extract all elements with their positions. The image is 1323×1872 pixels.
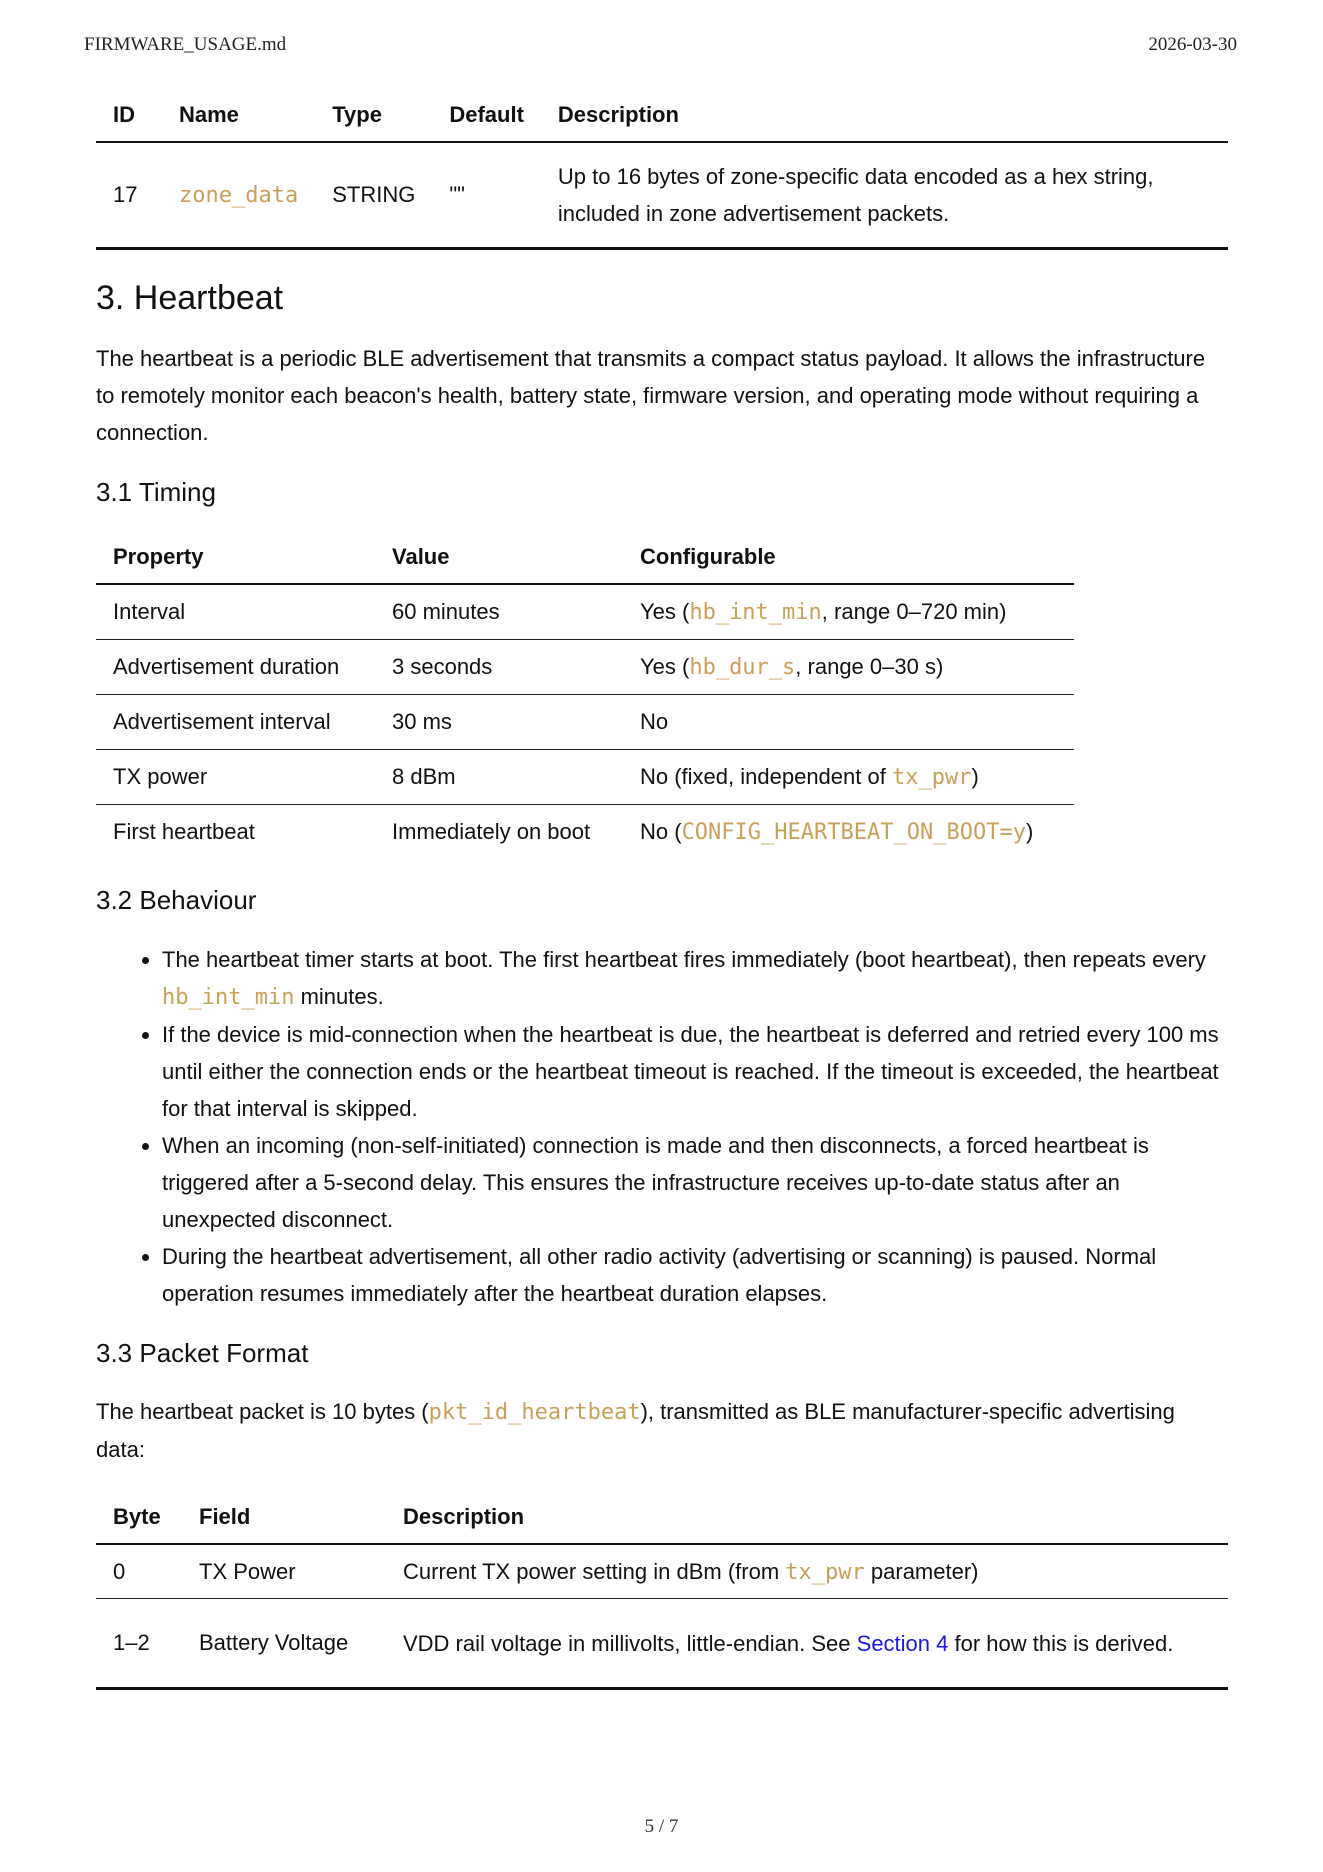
property-cell: Advertisement interval bbox=[113, 708, 331, 734]
column-header: Configurable bbox=[640, 544, 776, 570]
param-name bbox=[162, 142, 315, 248]
print-header bbox=[84, 34, 1237, 56]
column-header: ID bbox=[113, 102, 135, 127]
configurable-cell: No (CONFIG_HEARTBEAT_ON_BOOT=y) bbox=[640, 819, 1034, 846]
table-row bbox=[96, 1544, 1228, 1599]
property-cell: Advertisement duration bbox=[113, 653, 340, 679]
description-cell: Current TX power setting in dBm (from tx_pwr parameter) bbox=[403, 1558, 979, 1585]
property-cell: TX power bbox=[113, 763, 208, 789]
list-item: • When an incoming (non-self-initiated) connection is made and then disconnects, a forced heartbeat is triggered after a 5-second delay. This ensures the infrastructure receives up-to-date status after an unexpected disconnect. bbox=[162, 1127, 1228, 1238]
column-header: Name bbox=[179, 102, 239, 127]
section-4-link[interactable]: Section 4 bbox=[856, 1630, 949, 1656]
property-cell: First heartbeat bbox=[113, 819, 255, 845]
configurable-cell: No bbox=[640, 708, 669, 734]
param-description: Up to 16 bytes of zone-specific data encoded as a hex string, included in zone advertisement packets. bbox=[557, 163, 1154, 226]
document-content bbox=[96, 102, 1228, 1690]
table-header-row bbox=[96, 1504, 1228, 1544]
column-header: Property bbox=[113, 544, 204, 570]
code-span: CONFIG_HEARTBEAT_ON_BOOT=y bbox=[681, 820, 1026, 846]
column-header: Description bbox=[403, 1503, 525, 1529]
column-header: Description bbox=[557, 102, 679, 127]
document-filename: FIRMWARE_USAGE.md bbox=[84, 34, 287, 55]
code-span: tx_pwr bbox=[785, 1559, 865, 1585]
configurable-cell: Yes (hb_int_min, range 0–720 min) bbox=[640, 599, 1007, 626]
column-header: Byte bbox=[113, 1503, 161, 1529]
value-cell: 30 ms bbox=[392, 708, 452, 734]
byte-cell: 0 bbox=[113, 1558, 126, 1584]
param-default: "" bbox=[449, 181, 465, 207]
code-span: zone_data bbox=[179, 182, 299, 208]
value-cell: 8 dBm bbox=[392, 763, 456, 789]
column-header: Type bbox=[332, 102, 382, 127]
subsection-heading-packet-format: 3.3 Packet Format bbox=[96, 1337, 309, 1368]
table-row bbox=[96, 694, 1074, 749]
value-cell: 3 seconds bbox=[392, 653, 493, 679]
behaviour-list bbox=[96, 941, 1228, 1312]
parameters-table bbox=[96, 102, 1228, 250]
list-item: • The heartbeat timer starts at boot. The first heartbeat fires immediately (boot heartbeat), then repeats every hb_int_min minutes. bbox=[162, 941, 1228, 1016]
code-span: hb_dur_s bbox=[689, 654, 796, 680]
table-row bbox=[96, 639, 1074, 694]
heartbeat-intro: The heartbeat is a periodic BLE advertisement that transmits a compact status payload. It allows the infrastructure to remotely monitor each beacon's health, battery state, firmware version, and operating mode without requiring a connection. bbox=[96, 346, 1206, 446]
value-cell: Immediately on boot bbox=[392, 819, 591, 845]
description-cell: VDD rail voltage in millivolts, little-endian. See Section 4 for how this is derived. bbox=[403, 1630, 1174, 1656]
table-row bbox=[96, 1599, 1228, 1689]
field-cell: TX Power bbox=[199, 1558, 296, 1584]
column-header: Default bbox=[449, 102, 524, 127]
packet-format-table bbox=[96, 1504, 1228, 1691]
column-header: Field bbox=[199, 1503, 251, 1529]
table-row bbox=[96, 749, 1074, 804]
column-header: Value bbox=[392, 544, 450, 570]
list-item: • If the device is mid-connection when the heartbeat is due, the heartbeat is deferred and retried every 100 ms until either the connection ends or the heartbeat timeout is reached. If the timeout is exceeded, the heartbeat for that interval is skipped. bbox=[162, 1016, 1228, 1127]
configurable-cell: Yes (hb_dur_s, range 0–30 s) bbox=[640, 653, 944, 680]
table-header-row bbox=[96, 102, 1228, 142]
code-span: hb_int_min bbox=[689, 600, 822, 626]
configurable-cell: No (fixed, independent of tx_pwr) bbox=[640, 763, 979, 790]
table-row bbox=[96, 584, 1074, 639]
print-date: 2026-03-30 bbox=[1148, 34, 1237, 55]
table-row bbox=[96, 804, 1074, 859]
property-cell: Interval bbox=[113, 599, 186, 625]
list-item: • During the heartbeat advertisement, all other radio activity (advertising or scanning) is paused. Normal operation resumes immediately after the heartbeat duration elapses. bbox=[162, 1238, 1228, 1312]
value-cell: 60 minutes bbox=[392, 599, 500, 625]
table-row bbox=[96, 142, 1228, 248]
code-span: tx_pwr bbox=[891, 764, 972, 790]
packet-intro: The heartbeat packet is 10 bytes (pkt_id_heartbeat), transmitted as BLE manufacturer-specific advertising data: bbox=[96, 1398, 1175, 1462]
table-header-row bbox=[96, 544, 1074, 584]
subsection-heading-timing: 3.1 Timing bbox=[96, 477, 216, 508]
param-type: STRING bbox=[332, 181, 416, 207]
field-cell: Battery Voltage bbox=[199, 1630, 349, 1656]
page-number: 5 / 7 bbox=[644, 1816, 679, 1837]
code-span: pkt_id_heartbeat bbox=[428, 1399, 641, 1425]
param-id: 17 bbox=[113, 181, 138, 207]
code-span: hb_int_min bbox=[162, 984, 295, 1010]
byte-cell: 1–2 bbox=[113, 1630, 150, 1656]
timing-table bbox=[96, 544, 1074, 859]
subsection-heading-behaviour: 3.2 Behaviour bbox=[96, 885, 257, 916]
section-heading-heartbeat: 3. Heartbeat bbox=[96, 278, 284, 317]
